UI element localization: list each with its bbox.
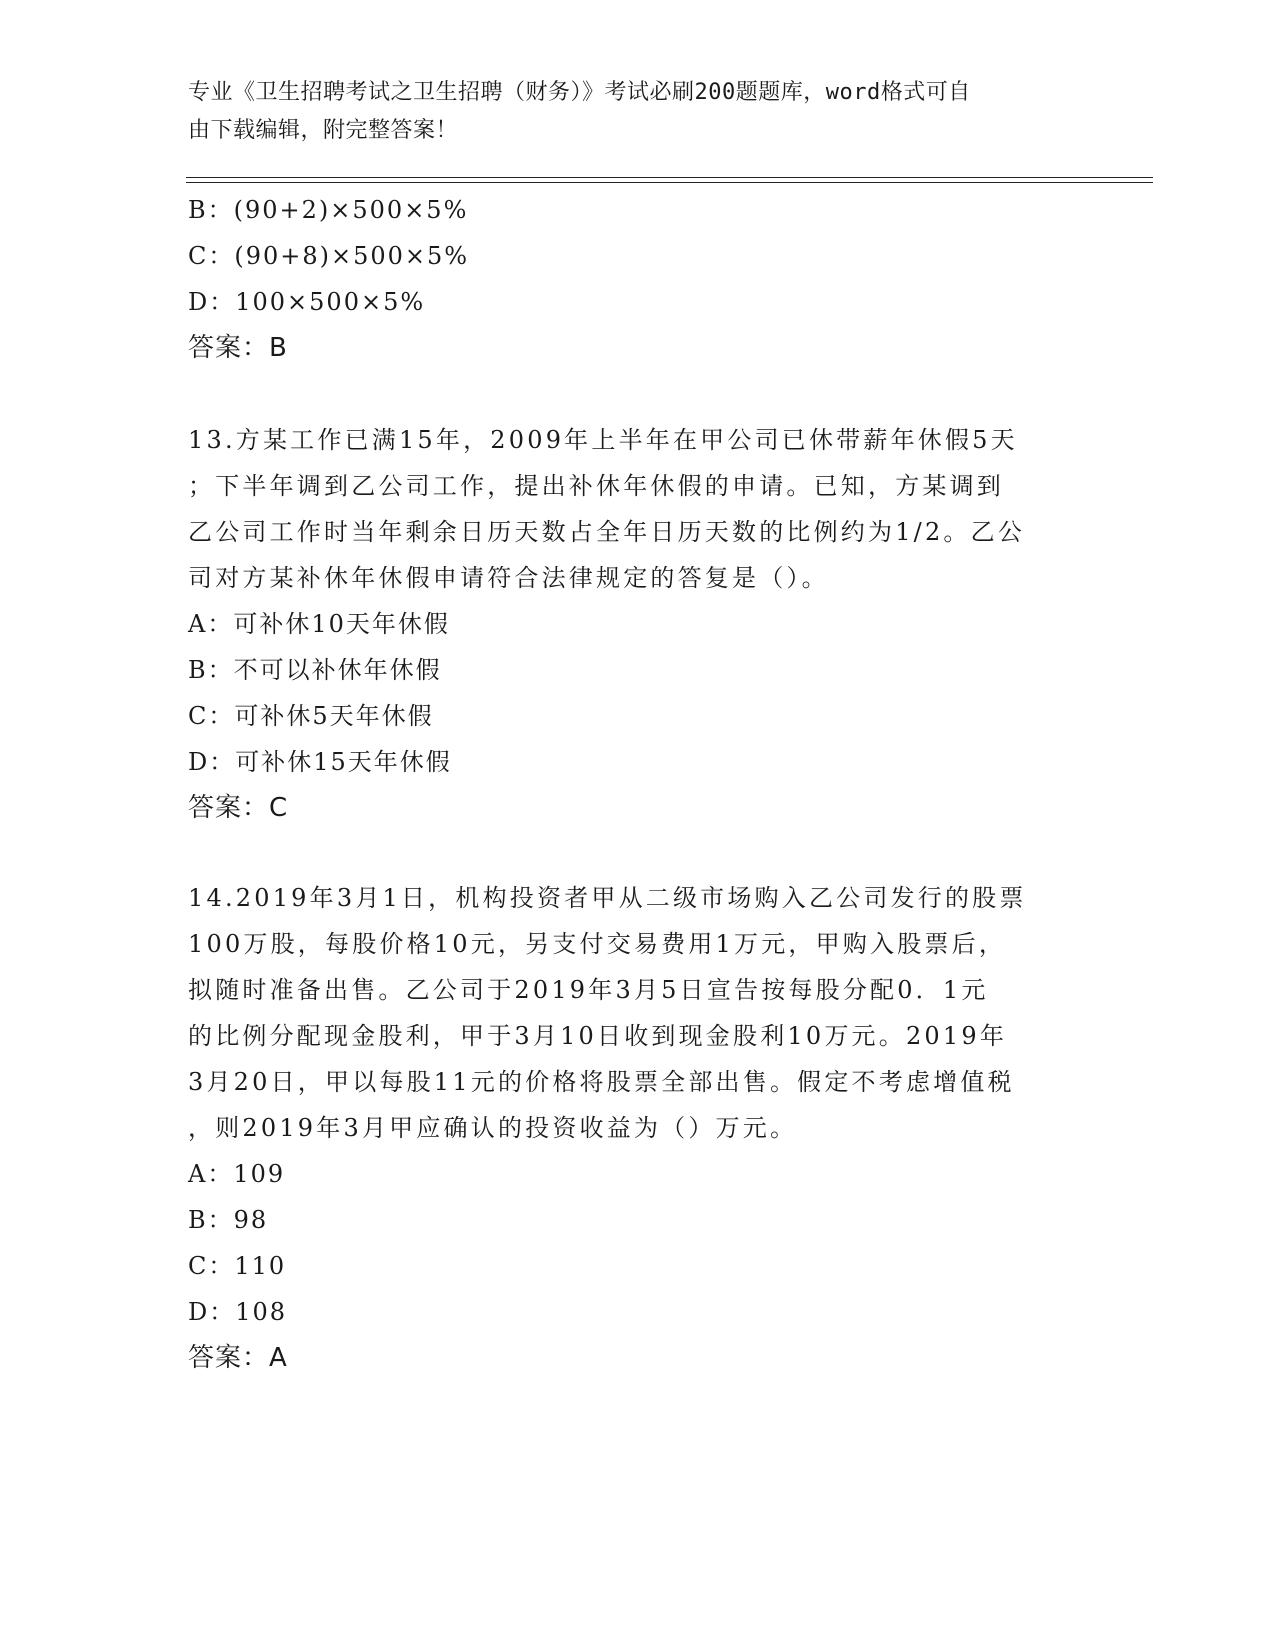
question-14-text-line: 拟随时准备出售。乙公司于2019年3月5日宣告按每股分配0．1元 [188, 976, 989, 1004]
question-14-text-line: 的比例分配现金股利，甲于3月10日收到现金股利10万元。2019年 [188, 1022, 1008, 1050]
header-divider-top [186, 177, 1153, 178]
question-12-answer: 答案：B [188, 333, 288, 363]
question-14-option-d: D：108 [188, 1298, 288, 1326]
header-divider-bottom [186, 182, 1153, 183]
question-14-option-c: C：110 [188, 1252, 287, 1280]
question-12-option-c: C：(90+8)×500×5% [188, 242, 470, 270]
question-12 [188, 187, 1088, 371]
question-13-text-line: 司对方某补休年休假申请符合法律规定的答复是（）。 [188, 564, 829, 592]
question-13-text-line: 13.方某工作已满15年，2009年上半年在甲公司已休带薪年休假5天 [188, 426, 1018, 454]
question-12-option-b: B：(90+2)×500×5% [188, 196, 469, 224]
document-header [188, 74, 1068, 150]
question-12-option-d: D：100×500×5% [188, 288, 426, 316]
question-13-option-a: A：可补休10天年休假 [188, 610, 450, 638]
question-13 [188, 417, 1088, 831]
question-14-text-line: 14.2019年3月1日，机构投资者甲从二级市场购入乙公司发行的股票 [188, 884, 1027, 912]
question-13-option-b: B：不可以补休年休假 [188, 656, 442, 684]
question-14-text-line: 3月20日，甲以每股11元的价格将股票全部出售。假定不考虑增值税 [188, 1068, 1015, 1096]
question-14 [188, 875, 1088, 1381]
question-13-option-c: C：可补休5天年休假 [188, 702, 434, 730]
header-line-1: 专业《卫生招聘考试之卫生招聘（财务）》考试必刷200题题库，word格式可自 [188, 80, 971, 105]
question-14-text-line: 100万股，每股价格10元，另支付交易费用1万元，甲购入股票后， [188, 930, 1007, 958]
question-14-option-a: A：109 [188, 1160, 286, 1188]
question-14-text-line: ，则2019年3月甲应确认的投资收益为（）万元。 [188, 1114, 798, 1142]
question-13-answer: 答案：C [188, 793, 289, 823]
question-13-text-line: ；下半年调到乙公司工作，提出补休年休假的申请。已知，方某调到 [188, 472, 1004, 500]
question-14-option-b: B：98 [188, 1206, 269, 1234]
question-13-option-d: D：可补休15天年休假 [188, 748, 452, 776]
question-14-answer: 答案：A [188, 1343, 288, 1373]
header-line-2: 由下载编辑，附完整答案！ [188, 118, 459, 143]
question-13-text-line: 乙公司工作时当年剩余日历天数占全年日历天数的比例约为1/2。乙公 [188, 518, 1026, 546]
